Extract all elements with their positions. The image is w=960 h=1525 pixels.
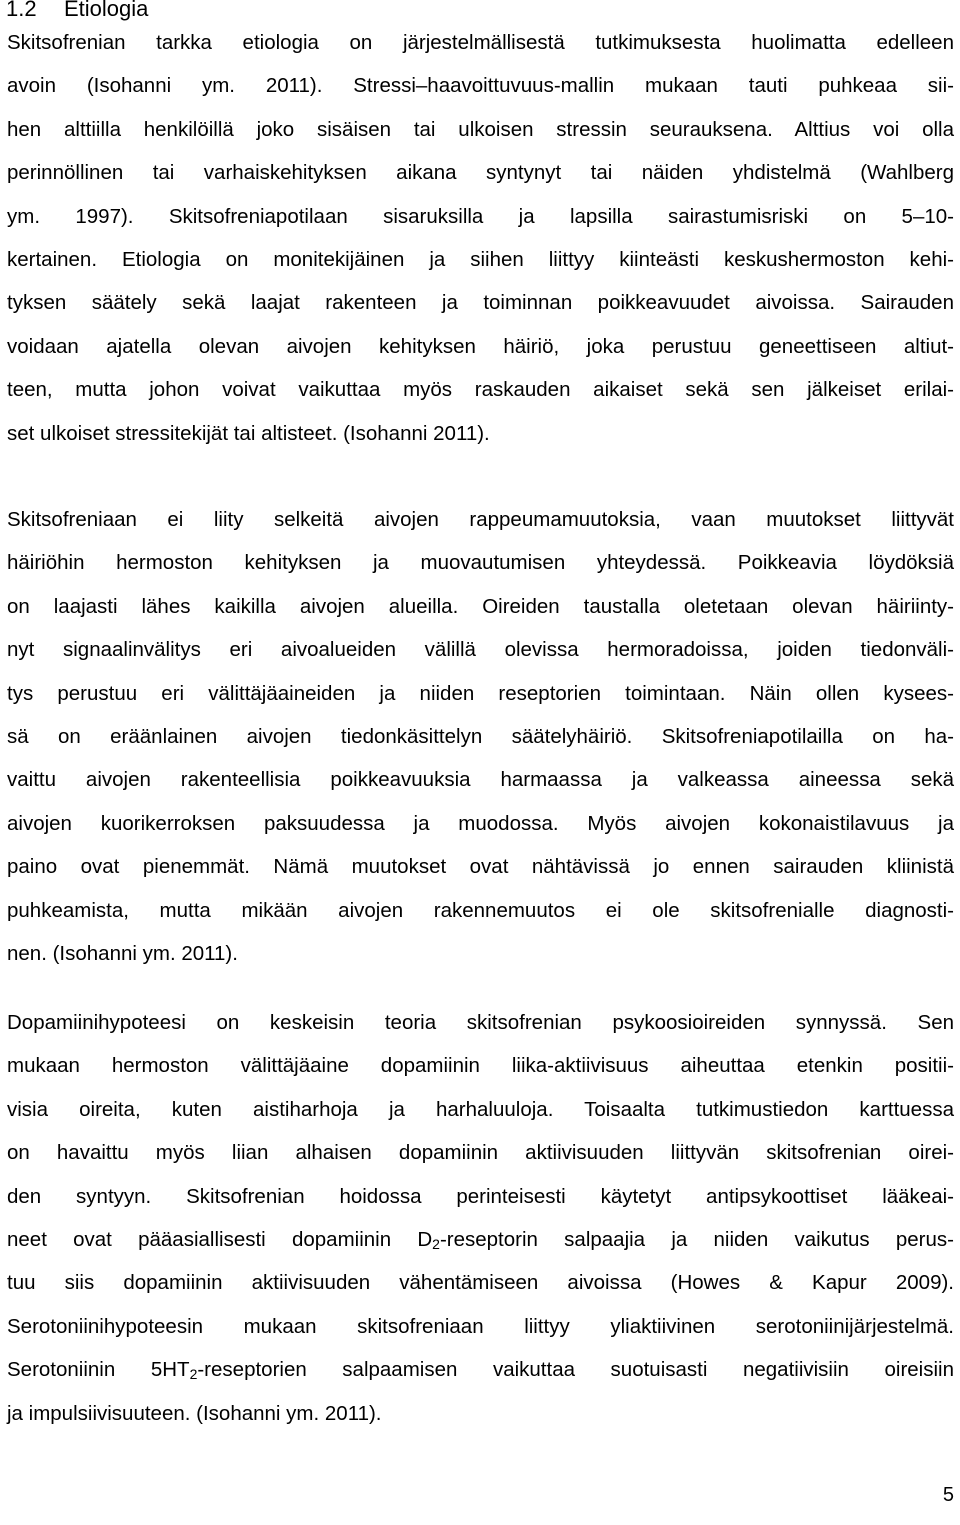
paragraph-line: on laajasti lähes kaikilla aivojen alueilla. Oireiden taustalla oletetaan olevan häiriinty- [7, 594, 954, 618]
paragraph-line: vaittu aivojen rakenteellisia poikkeavuuksia harmaassa ja valkeassa aineessa sekä [7, 768, 954, 792]
paragraph-line: Serotoniinihypoteesin mukaan skitsofreniaan liittyy yliaktiivinen serotoniinijärjestelmä. [7, 1314, 954, 1338]
paragraph-line-with-subscript [7, 1348, 954, 1391]
paragraph-line: Skitsofrenian tarkka etiologia on järjestelmällisestä tutkimuksesta huolimatta edelleen [7, 31, 954, 54]
paragraph-line: perinnöllinen tai varhaiskehityksen aikana syntynyt tai näiden yhdistelmä (Wahlberg [7, 161, 954, 185]
paragraph-line: hen alttiilla henkilöillä joko sisäisen tai ulkoisen stressin seurauksena. Alttius voi olla [7, 117, 954, 141]
paragraph-line: nen. (Isohanni ym. 2011). [7, 941, 238, 965]
paragraph-2 [7, 498, 954, 975]
section-title: Etiologia [64, 0, 149, 21]
paragraph-line: avoin (Isohanni ym. 2011). Stressi–haavoittuvuus-mallin mukaan tauti puhkeaa sii- [7, 74, 954, 98]
paragraph-3 [7, 1001, 954, 1435]
paragraph-line: kertainen. Etiologia on monitekijäinen ja siihen liittyy kiinteästi keskushermoston kehi- [7, 247, 954, 271]
line-text: -reseptorin salpaajia ja niiden vaikutus perus- [439, 1227, 954, 1251]
paragraph-1 [7, 21, 954, 455]
line-text: neet ovat pääasiallisesti dopamiinin D [7, 1227, 433, 1251]
paragraph-line: teen, mutta johon voivat vaikuttaa myös raskauden aikaiset sekä sen jälkeiset erilai- [7, 378, 954, 402]
subscript: 2 [432, 1235, 440, 1252]
paragraph-line: visia oireita, kuten aistiharhoja ja harhaluuloja. Toisaalta tutkimustiedon karttuessa [7, 1097, 954, 1121]
section-number: 1.2 [6, 0, 37, 21]
paragraph-line: paino ovat pienemmät. Nämä muutokset ovat nähtävissä jo ennen sairauden kliinistä [7, 855, 954, 879]
paragraph-line: ja impulsiivisuuteen. (Isohanni ym. 2011). [7, 1401, 382, 1425]
paragraph-line: Skitsofreniaan ei liity selkeitä aivojen rappeumamuutoksia, vaan muutokset liittyvät [7, 508, 954, 531]
paragraph-line: tuu siis dopamiinin aktiivisuuden vähentämiseen aivoissa (Howes & Kapur 2009). [7, 1271, 954, 1295]
paragraph-line: tyksen säätely sekä laajat rakenteen ja toiminnan poikkeavuudet aivoissa. Sairauden [7, 291, 954, 315]
paragraph-line: mukaan hermoston välittäjäaine dopamiinin liika-aktiivisuus aiheuttaa etenkin positii- [7, 1054, 954, 1078]
line-text: -reseptorien salpaamisen vaikuttaa suotuisasti negatiivisiin oireisiin [197, 1358, 954, 1382]
subscript: 2 [189, 1366, 198, 1383]
paragraph-line: set ulkoiset stressitekijät tai altisteet. (Isohanni 2011). [7, 421, 490, 445]
paragraph-line: sä on eräänlainen aivojen tiedonkäsittelyn säätelyhäiriö. Skitsofreniapotilailla on ha- [7, 724, 954, 748]
paragraph-line: puhkeamista, mutta mikään aivojen rakennemuutos ei ole skitsofrenialle diagnosti- [7, 898, 954, 922]
page-number: 5 [942, 1484, 954, 1506]
paragraph-line: ym. 1997). Skitsofreniapotilaan sisaruksilla ja lapsilla sairastumisriski on 5–10- [7, 204, 954, 228]
paragraph-line: voidaan ajatella olevan aivojen kehityksen häiriö, joka perustuu geneettiseen altiut- [7, 334, 954, 358]
paragraph-line: den syntyyn. Skitsofrenian hoidossa perinteisesti käytetyt antipsykoottiset lääkeai- [7, 1184, 954, 1208]
paragraph-line: häiriöhin hermoston kehityksen ja muovautumisen yhteydessä. Poikkeavia löydöksiä [7, 551, 954, 575]
line-text: Serotoniinin 5HT [7, 1358, 190, 1382]
paragraph-line: on havaittu myös liian alhaisen dopamiinin aktiivisuuden liittyvän skitsofrenian oirei- [7, 1141, 954, 1165]
paragraph-line: tys perustuu eri välittäjäaineiden ja niiden reseptorien toimintaan. Näin ollen kysees- [7, 681, 954, 705]
paragraph-line: nyt signaalinvälitys eri aivoalueiden välillä olevissa hermoradoissa, joiden tiedonväli- [7, 638, 954, 662]
paragraph-line-with-subscript [7, 1218, 954, 1261]
paragraph-line: Dopamiinihypoteesi on keskeisin teoria skitsofrenian psykoosioireiden synnyssä. Sen [7, 1011, 954, 1034]
paragraph-line: aivojen kuorikerroksen paksuudessa ja muodossa. Myös aivojen kokonaistilavuus ja [7, 811, 954, 835]
